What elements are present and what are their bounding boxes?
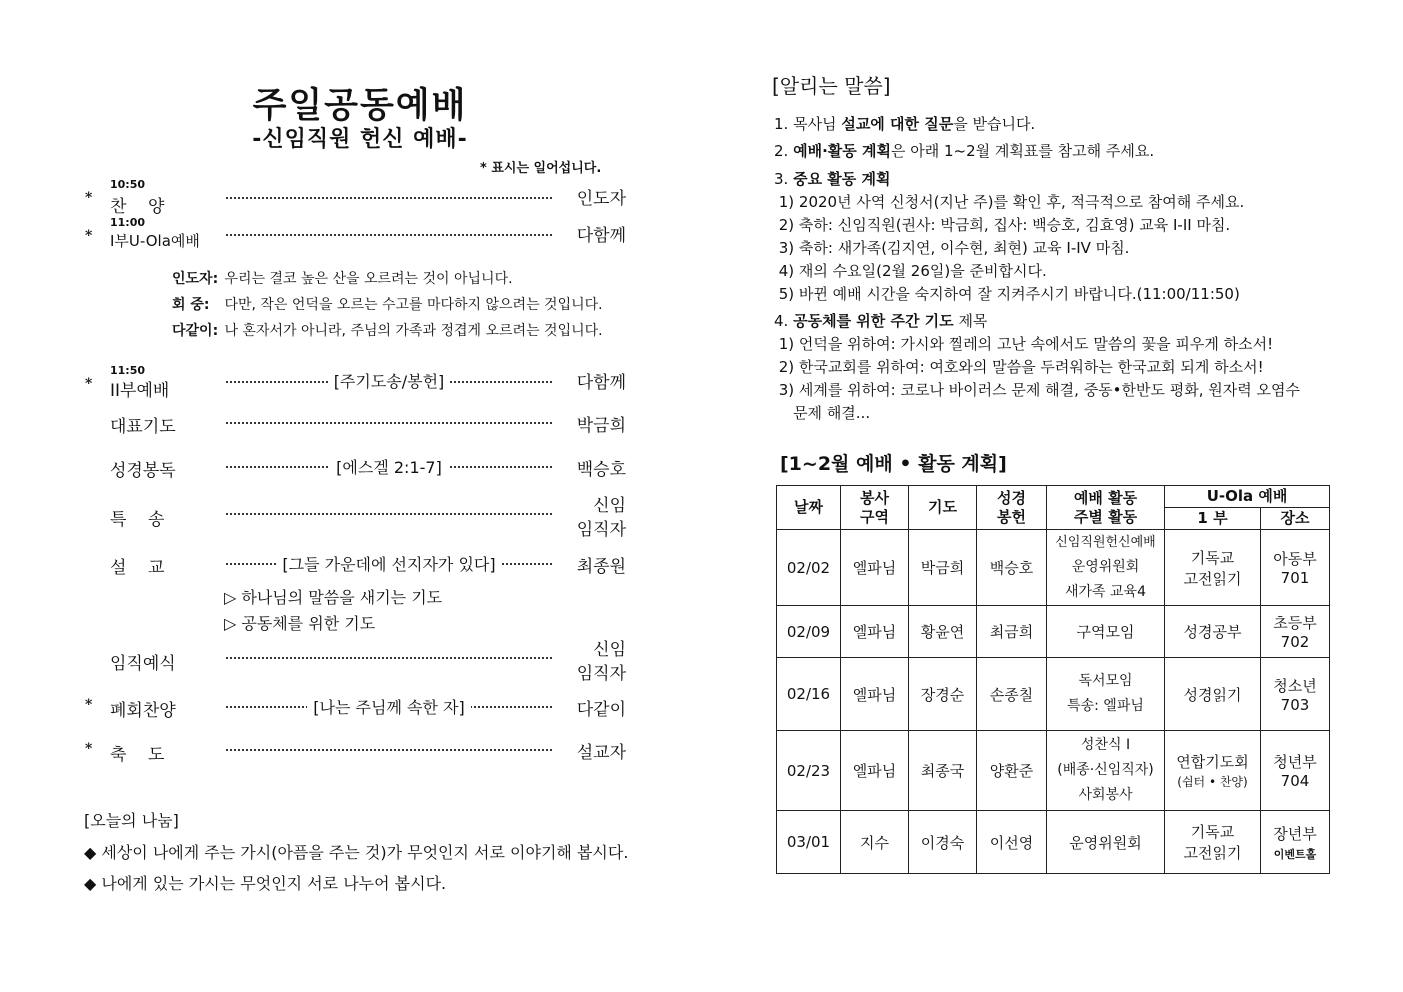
schedule-title: [1~2월 예배 • 활동 계획] bbox=[780, 453, 1007, 475]
cell-prayer: 이경숙 bbox=[909, 811, 977, 874]
order-item-who: 신임 bbox=[593, 640, 626, 660]
cell-service: 엘파님 bbox=[841, 658, 909, 731]
table-row bbox=[777, 658, 1330, 731]
cell-date: 02/16 bbox=[777, 658, 841, 731]
announcement-line: 2. 예배·활동 계획은 아래 1~2월 계획표를 참고해 주세요. bbox=[774, 142, 1155, 160]
announcement-line: 문제 해결... bbox=[774, 404, 871, 422]
order-item-name: 축 도 bbox=[110, 745, 165, 765]
standing-mark: * bbox=[85, 190, 93, 206]
table-row bbox=[777, 606, 1330, 658]
cell-part: 기독교 고전읽기 bbox=[1165, 530, 1261, 606]
responsive-line: 다같이: 나 혼자서가 아니라, 주님의 가족과 정겹게 오르려는 것입니다. bbox=[172, 323, 603, 339]
announcement-line: 3) 세계를 위하여: 코로나 바이러스 문제 해결, 중동•한반도 평화, 원자력 오염수 bbox=[774, 381, 1300, 399]
standing-mark: * bbox=[85, 228, 93, 244]
order-item-who: 백승호 bbox=[576, 460, 626, 480]
order-item-who: 다같이 bbox=[576, 700, 626, 720]
order-item-detail: [에스겔 2:1-7] bbox=[330, 458, 448, 477]
cell-prayer: 박금희 bbox=[909, 530, 977, 606]
sermon-sub: ▷ 하나님의 말씀을 새기는 기도 bbox=[224, 588, 443, 607]
announcement-line: 4) 재의 수요일(2월 26일)을 준비합시다. bbox=[774, 262, 1047, 280]
announcements-heading: [알리는 말씀] bbox=[772, 74, 891, 98]
item-time: 11:00 bbox=[110, 216, 146, 229]
cell-service: 지수 bbox=[841, 811, 909, 874]
cell-date: 02/23 bbox=[777, 731, 841, 811]
header-uola: U-Ola 예배 bbox=[1165, 486, 1330, 508]
cell-place: 아동부 701 bbox=[1261, 530, 1330, 606]
leader-dots bbox=[226, 197, 552, 199]
sharing-item: ◆ 나에게 있는 가시는 무엇인지 서로 나누어 봅시다. bbox=[84, 874, 447, 893]
item-time: 10:50 bbox=[110, 178, 146, 191]
order-item-name: 임직예식 bbox=[110, 654, 176, 674]
order-item-who: 신임 bbox=[593, 496, 626, 516]
cell-bible: 백승호 bbox=[977, 530, 1047, 606]
cell-date: 03/01 bbox=[777, 811, 841, 874]
order-item-name: II부예배 bbox=[110, 381, 170, 401]
order-item-who: 박금희 bbox=[576, 416, 626, 436]
cell-prayer: 황윤연 bbox=[909, 606, 977, 658]
header-date: 날짜 bbox=[777, 486, 841, 530]
header-place: 장소 bbox=[1261, 508, 1330, 530]
cell-bible: 양환준 bbox=[977, 731, 1047, 811]
cell-activity: 성찬식 I (배종·신임직자) 사회봉사 bbox=[1047, 731, 1165, 811]
schedule-table bbox=[776, 485, 1330, 874]
announcement-line: 1) 2020년 사역 신청서(지난 주)를 확인 후, 적극적으로 참여해 주세요. bbox=[774, 193, 1245, 211]
order-item-detail: [그들 가운데에 선지자가 있다] bbox=[276, 555, 501, 574]
cell-activity: 구역모임 bbox=[1047, 606, 1165, 658]
order-item-detail: [나는 주님께 속한 자] bbox=[307, 698, 470, 717]
cell-activity: 신임직원헌신예배 운영위원회 새가족 교육4 bbox=[1047, 530, 1165, 606]
leader-dots bbox=[226, 422, 552, 424]
cell-date: 02/09 bbox=[777, 606, 841, 658]
order-item-name: I부U-Ola예배 bbox=[110, 232, 200, 250]
order-item-who: 설교자 bbox=[576, 743, 626, 763]
order-item-who: 다함께 bbox=[576, 226, 626, 246]
standing-mark: * bbox=[85, 376, 93, 392]
order-item-who: 인도자 bbox=[576, 189, 626, 209]
header-service: 봉사 구역 bbox=[841, 486, 909, 530]
cell-service: 엘파님 bbox=[841, 731, 909, 811]
sermon-sub: ▷ 공동체를 위한 기도 bbox=[224, 614, 376, 633]
standing-mark: * bbox=[85, 741, 93, 757]
item-time: 11:50 bbox=[110, 364, 146, 377]
header-activity: 예배 활동 주별 활동 bbox=[1047, 486, 1165, 530]
order-item-name: 대표기도 bbox=[110, 417, 176, 437]
order-item-name: 폐회찬양 bbox=[110, 701, 176, 721]
header-part: 1 부 bbox=[1165, 508, 1261, 530]
cell-date: 02/02 bbox=[777, 530, 841, 606]
cell-bible: 손종칠 bbox=[977, 658, 1047, 731]
cell-service: 엘파님 bbox=[841, 606, 909, 658]
cell-part: 기독교 고전읽기 bbox=[1165, 811, 1261, 874]
order-item-name: 설 교 bbox=[110, 558, 165, 578]
announcement-line: 3. 중요 활동 계획 bbox=[774, 170, 891, 188]
standing-mark: * bbox=[85, 697, 93, 713]
order-item-who: 임직자 bbox=[576, 664, 626, 684]
page-subtitle: -신임직원 헌신 예배- bbox=[252, 127, 468, 152]
announcement-line: 2) 축하: 신임직원(권사: 박금희, 집사: 백승호, 김효영) 교육 I-II 마침. bbox=[774, 216, 1231, 234]
cell-place: 청소년 703 bbox=[1261, 658, 1330, 731]
announcement-line: 2) 한국교회를 위하여: 여호와의 말씀을 두려워하는 한국교회 되게 하소서! bbox=[774, 358, 1264, 376]
page-title: 주일공동예배 bbox=[252, 86, 468, 126]
standing-note: * 표시는 일어섭니다. bbox=[480, 161, 602, 176]
sharing-item: ◆ 세상이 나에게 주는 가시(아픔을 주는 것)가 무엇인지 서로 이야기해 봅시다. bbox=[84, 843, 629, 862]
cell-place: 초등부 702 bbox=[1261, 606, 1330, 658]
leader-dots bbox=[226, 657, 552, 659]
order-item-name: 성경봉독 bbox=[110, 461, 176, 481]
cell-part: 성경공부 bbox=[1165, 606, 1261, 658]
cell-prayer: 최종국 bbox=[909, 731, 977, 811]
cell-activity: 독서모임 특송: 엘파님 bbox=[1047, 658, 1165, 731]
table-row bbox=[777, 530, 1330, 606]
leader-dots bbox=[226, 234, 552, 236]
announcement-line: 5) 바뀐 예배 시간을 숙지하여 잘 지켜주시기 바랍니다.(11:00/11:50) bbox=[774, 285, 1240, 303]
order-item-who: 다함께 bbox=[576, 373, 626, 393]
announcement-line: 1) 언덕을 위하여: 가시와 찔레의 고난 속에서도 말씀의 꽃을 피우게 하소서! bbox=[774, 335, 1274, 353]
header-bible: 성경 봉헌 bbox=[977, 486, 1047, 530]
table-row bbox=[777, 811, 1330, 874]
order-item-who: 임직자 bbox=[576, 520, 626, 540]
cell-prayer: 장경순 bbox=[909, 658, 977, 731]
sharing-title: [오늘의 나눔] bbox=[84, 811, 179, 830]
leader-dots bbox=[226, 749, 552, 751]
responsive-line: 회 중: 다만, 작은 언덕을 오르는 수고를 마다하지 않으려는 것입니다. bbox=[172, 297, 603, 313]
announcement-line: 1. 목사님 설교에 대한 질문을 받습니다. bbox=[774, 115, 1036, 133]
announcement-line: 4. 공동체를 위한 주간 기도 제목 bbox=[774, 312, 988, 330]
header-prayer: 기도 bbox=[909, 486, 977, 530]
cell-bible: 이선영 bbox=[977, 811, 1047, 874]
order-item-name: 찬 양 bbox=[110, 197, 165, 217]
cell-place: 장년부 이벤트홀 bbox=[1261, 811, 1330, 874]
order-item-who: 최종원 bbox=[576, 557, 626, 577]
cell-part: 연합기도회 (쉼터 • 찬양) bbox=[1165, 731, 1261, 811]
order-item-name: 특 송 bbox=[110, 510, 165, 530]
cell-place: 청년부 704 bbox=[1261, 731, 1330, 811]
cell-activity: 운영위원회 bbox=[1047, 811, 1165, 874]
cell-part: 성경읽기 bbox=[1165, 658, 1261, 731]
order-item-detail: [주기도송/봉헌] bbox=[328, 372, 451, 391]
announcement-line: 3) 축하: 새가족(김지연, 이수현, 최현) 교육 I-IV 마침. bbox=[774, 239, 1130, 257]
cell-service: 엘파님 bbox=[841, 530, 909, 606]
responsive-line: 인도자: 우리는 결코 높은 산을 오르려는 것이 아닙니다. bbox=[172, 271, 513, 287]
table-row bbox=[777, 731, 1330, 811]
cell-bible: 최금희 bbox=[977, 606, 1047, 658]
leader-dots bbox=[226, 513, 552, 515]
